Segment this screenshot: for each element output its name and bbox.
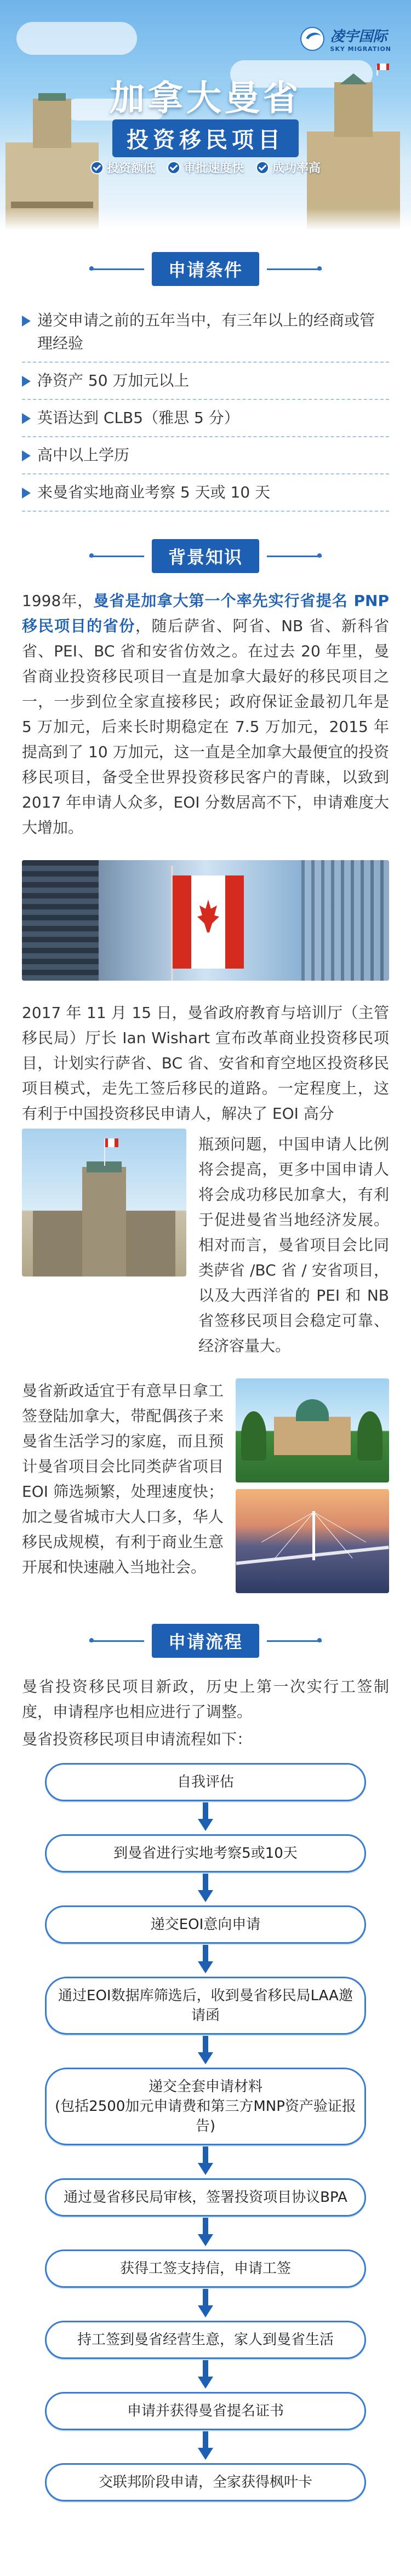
bridge-photo [236,1489,389,1593]
background-section [0,517,411,1593]
canada-flag-photo [22,860,389,981]
bullet-arrow-icon [22,488,31,499]
background-paragraph-2-side: 瓶颈问题，中国申请人比例将会提高，更多中国申请人将会成功移民加拿大，有利于促进曼省当地经济发展。相对而言，曼省项目会比同类萨省 /BC 省 / 安省项目，以及大西洋省的 PEI 和 NB 省签移民项目会稳定可靠、经济容量大。 [198,1135,389,1355]
down-arrow-icon [198,2360,213,2391]
brand-name-en: SKY MIGRATION [330,45,391,53]
list-item [22,363,389,400]
bullet-arrow-icon [22,376,31,387]
list-item [22,437,389,474]
bullet-arrow-icon [22,413,31,424]
flow-step: 交联邦阶段申请，全家获得枫叶卡 [45,2463,366,2501]
list-item-text: 高中以上学历 [37,446,130,464]
university-photo [236,1378,389,1482]
down-arrow-icon [198,1945,213,1976]
hero-tag [167,159,244,176]
flow-step: 申请并获得曼省提名证书 [45,2392,366,2430]
divider [267,556,322,557]
paragraph-with-photo [22,1129,389,1359]
down-arrow-icon [198,2218,213,2248]
parliament-photo [22,1129,186,1276]
background-heading: 背景知识 [152,539,259,573]
flow-step: 获得工签支持信，申请工签 [45,2249,366,2288]
paragraph-text: ，随后萨省、阿省、NB 省、新科省省、PEI、BC 省和安省仿效之。在过去 20 年里，曼省商业投资移民项目一直是加拿大最好的移民项目之一，一步到位全家直接移民；政府保证金最初几年是 5 万加元，后来长时期稳定在 7.5 万加元，2015 年提高到了 10 万加元，这一直是全加拿大最便宜的投资移民项目，备受全世界投资移民客户的青睐，以致到 2017 年申请人众多，EOI 分数居高不下，申请难度大大增加。 [22,617,389,837]
process-flowchart [22,1763,389,2501]
section-heading [22,539,389,573]
hero-subtitle: 投资移民项目 [112,119,299,157]
flow-step: 通过EOI数据库筛选后，收到曼省移民局LAA邀请函 [45,1977,366,2035]
down-arrow-icon [198,2036,213,2066]
down-arrow-icon [198,2431,213,2462]
conditions-section [0,230,411,517]
flow-step: 通过曼省移民局审核，签署投资项目协议BPA [45,2178,366,2217]
highlight-text: 曼省是加拿大第一个率先实行省提名 PNP 移民项目的省份 [22,592,389,635]
list-item [22,400,389,437]
conditions-heading: 申请条件 [152,252,259,286]
hero-tag-label: 投资额低 [106,162,155,175]
down-arrow-icon [198,2146,213,2177]
paragraph-lead: 1998年， [22,592,94,610]
process-section [0,1593,411,2523]
down-arrow-icon [198,1802,213,1833]
hero-tags [0,159,411,176]
flow-step: 到曼省进行实地考察5或10天 [45,1834,366,1873]
process-intro-2: 曼省投资移民项目申请流程如下： [22,1730,253,1748]
brand-logo [300,25,391,53]
background-paragraph-1 [22,588,389,840]
list-item-text: 英语达到 CLB5（雅思 5 分） [37,409,239,427]
divider [267,268,322,270]
list-item [22,302,389,363]
hero-banner [0,0,411,230]
section-heading [22,1624,389,1658]
process-heading: 申请流程 [152,1624,259,1658]
list-item-text: 来曼省实地商业考察 5 天或 10 天 [37,483,271,501]
down-arrow-icon [198,2289,213,2320]
flow-step: 自我评估 [45,1763,366,1801]
photo-column [236,1378,389,1593]
divider [89,1640,144,1642]
logo-icon [300,27,324,51]
check-icon [167,161,180,174]
flow-step: 递交全套申请材料 (包括2500加元申请费和第三方MNP资产验证报告) [45,2068,366,2145]
check-icon [90,161,104,174]
flow-step: 递交EOI意向申请 [45,1905,366,1944]
list-item-text: 递交申请之前的五年当中，有三年以上的经商或管理经验 [37,311,375,352]
section-heading [22,252,389,286]
divider [267,1640,322,1642]
conditions-list [22,302,389,512]
hero-tag [256,159,321,176]
hero-tag [90,159,155,176]
check-icon [256,161,269,174]
down-arrow-icon [198,1874,213,1904]
background-paragraph-2: 2017 年 11 月 15 日，曼省政府教育与培训厅（主管移民局）厅长 Ian Wishart 宣布改革商业投资移民项目，计划实行萨省、BC 省、安省和育空地区投资移民项目模式，走先工签后移民的道路。一定程度上，这有利于中国投资移民申请人，解决了 EOI 高分 [22,1004,389,1123]
flag-icon [104,1138,118,1147]
bullet-arrow-icon [22,316,31,327]
process-intro: 曼省投资移民项目新政，历史上第一次实行工签制度，申请程序也相应进行了调整。 [22,1678,389,1721]
hero-tag-label: 成功率高 [272,162,321,175]
list-item [22,474,389,512]
list-item-text: 净资产 50 万加元以上 [37,371,190,390]
paragraph-with-photos [22,1378,389,1593]
background-paragraph-3: 曼省新政适宜于有意早日拿工签登陆加拿大，带配偶孩子来曼省生活学习的家庭，而且预计曼省项目会比同类萨省项目 EOI 筛选频繁，处理速度快；加之曼省城市大人口多，华人移民成规模，有利于商业生意开展和快速融入当地社会。 [22,1382,224,1576]
flow-step: 持工签到曼省经营生意，家人到曼省生活 [45,2321,366,2359]
brand-name: 凌宇国际 [330,28,387,45]
divider [89,268,144,270]
hero-title: 加拿大曼省 [110,78,301,119]
divider [89,556,144,557]
hero-tag-label: 审批速度快 [183,162,244,175]
bullet-arrow-icon [22,450,31,461]
